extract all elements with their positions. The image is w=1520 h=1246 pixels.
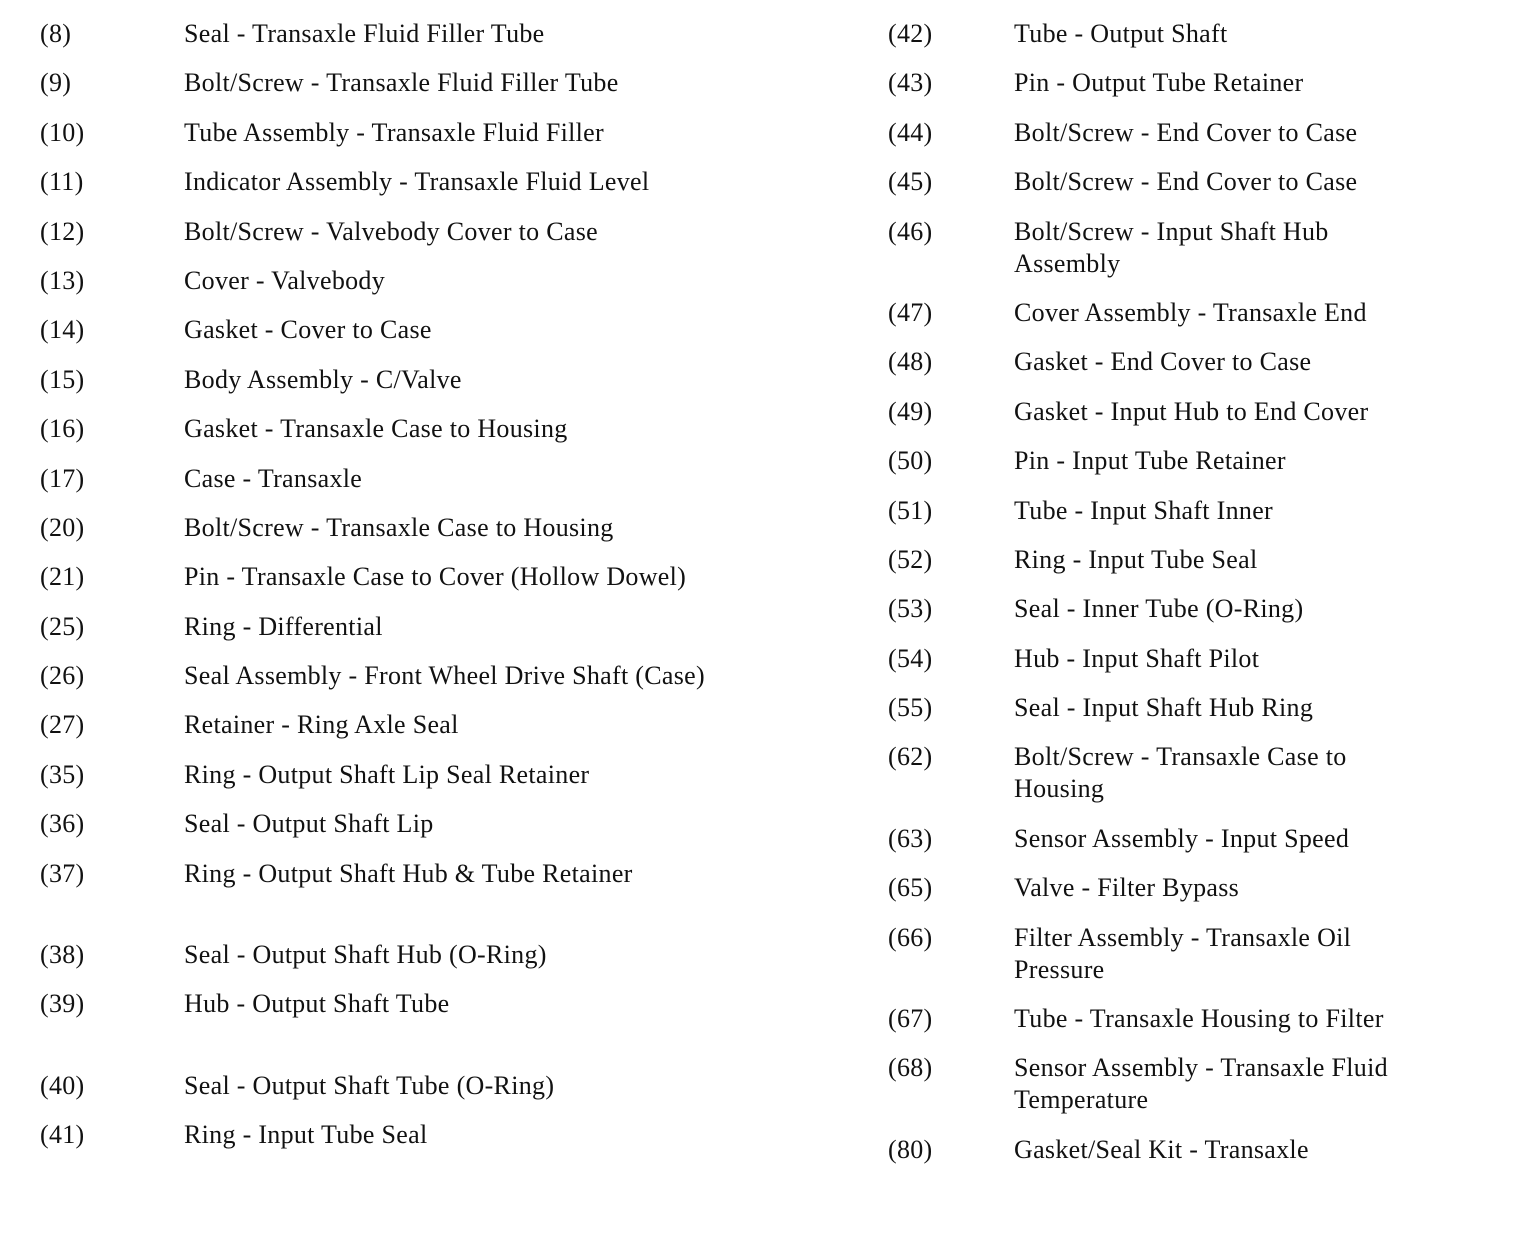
- item-number: (45): [888, 167, 933, 197]
- list-item: [888, 544, 1498, 576]
- item-description: Indicator Assembly - Transaxle Fluid Level: [184, 167, 650, 197]
- list-item: [40, 463, 840, 495]
- item-description: Pin - Output Tube Retainer: [1014, 68, 1304, 98]
- item-description: Ring - Input Tube Seal: [184, 1120, 428, 1150]
- item-number: (39): [40, 989, 85, 1019]
- list-item: [888, 495, 1498, 527]
- item-description: Body Assembly - C/Valve: [184, 364, 462, 394]
- item-description: Cover - Valvebody: [184, 265, 386, 295]
- item-number: (11): [40, 167, 84, 197]
- item-number: (17): [40, 463, 85, 493]
- list-item: [40, 759, 840, 791]
- list-item: [888, 346, 1498, 378]
- item-description: Filter Assembly - Transaxle Oil Pressure: [1014, 922, 1352, 984]
- item-number: (46): [888, 216, 933, 246]
- list-item: [888, 741, 1498, 805]
- item-description: Sensor Assembly - Transaxle Fluid Temperature: [1014, 1053, 1388, 1115]
- item-number: (49): [888, 396, 933, 426]
- item-number: (36): [40, 809, 85, 839]
- list-item: [40, 660, 840, 692]
- item-description: Seal - Inner Tube (O-Ring): [1014, 594, 1304, 624]
- item-number: (54): [888, 643, 933, 673]
- item-number: (66): [888, 922, 933, 952]
- item-number: (13): [40, 265, 85, 295]
- item-number: (63): [888, 823, 933, 853]
- item-description: Gasket - End Cover to Case: [1014, 347, 1312, 377]
- item-description: Gasket - Cover to Case: [184, 315, 432, 345]
- list-item: [888, 1003, 1498, 1035]
- item-description: Ring - Output Shaft Hub & Tube Retainer: [184, 858, 633, 888]
- item-description: Bolt/Screw - Transaxle Case to Housing: [184, 512, 614, 542]
- list-item: [40, 939, 840, 971]
- item-description: Case - Transaxle: [184, 463, 363, 493]
- item-number: (51): [888, 495, 933, 525]
- list-item: [888, 18, 1498, 50]
- item-number: (16): [40, 414, 85, 444]
- item-description: Hub - Output Shaft Tube: [184, 989, 450, 1019]
- list-item: [888, 396, 1498, 428]
- list-item: [888, 117, 1498, 149]
- item-description: Seal - Output Shaft Hub (O-Ring): [184, 940, 547, 970]
- list-item: [40, 808, 840, 840]
- item-number: (14): [40, 315, 85, 345]
- list-item: [888, 872, 1498, 904]
- item-number: (25): [40, 611, 85, 641]
- list-item: [40, 611, 840, 643]
- item-number: (48): [888, 347, 933, 377]
- list-item: [888, 297, 1498, 329]
- list-item: [888, 166, 1498, 198]
- item-description: Pin - Transaxle Case to Cover (Hollow Dowel): [184, 562, 687, 592]
- list-item: [40, 314, 840, 346]
- item-number: (9): [40, 68, 72, 98]
- item-description: Bolt/Screw - Valvebody Cover to Case: [184, 216, 598, 246]
- list-item: [888, 1052, 1498, 1116]
- list-item: [888, 692, 1498, 724]
- list-item: [40, 18, 840, 50]
- item-number: (40): [40, 1070, 85, 1100]
- item-number: (62): [888, 742, 933, 772]
- item-description: Gasket - Transaxle Case to Housing: [184, 414, 568, 444]
- item-number: (44): [888, 117, 933, 147]
- list-item: [40, 117, 840, 149]
- item-description: Tube - Input Shaft Inner: [1014, 495, 1273, 525]
- list-item: [888, 643, 1498, 675]
- item-description: Bolt/Screw - End Cover to Case: [1014, 117, 1358, 147]
- item-description: Bolt/Screw - Input Shaft Hub Assembly: [1014, 216, 1329, 278]
- item-description: Valve - Filter Bypass: [1014, 873, 1240, 903]
- list-item: [40, 1119, 840, 1151]
- item-description: Tube - Transaxle Housing to Filter: [1014, 1004, 1384, 1034]
- list-item: [40, 858, 840, 890]
- list-item: [888, 922, 1498, 986]
- list-item: [888, 445, 1498, 477]
- item-number: (20): [40, 512, 85, 542]
- item-number: (8): [40, 19, 72, 48]
- list-item: [888, 1134, 1498, 1166]
- item-number: (21): [40, 562, 85, 592]
- item-description: Tube Assembly - Transaxle Fluid Filler: [184, 117, 604, 147]
- item-number: (55): [888, 693, 933, 723]
- item-description: Ring - Input Tube Seal: [1014, 544, 1258, 574]
- list-item: [40, 265, 840, 297]
- parts-list-left-column: [40, 18, 840, 1169]
- item-description: Bolt/Screw - Transaxle Case to Housing: [1014, 742, 1347, 804]
- parts-list-right-column: [888, 18, 1498, 1183]
- list-item: [40, 413, 840, 445]
- list-item: [40, 561, 840, 593]
- item-number: (68): [888, 1053, 933, 1083]
- item-number: (35): [40, 759, 85, 789]
- item-description: Sensor Assembly - Input Speed: [1014, 823, 1350, 853]
- list-item: [40, 709, 840, 741]
- item-number: (80): [888, 1134, 933, 1164]
- item-description: Ring - Differential: [184, 611, 383, 641]
- item-description: Pin - Input Tube Retainer: [1014, 446, 1286, 476]
- item-number: (38): [40, 940, 85, 970]
- item-description: Bolt/Screw - End Cover to Case: [1014, 167, 1358, 197]
- item-description: Bolt/Screw - Transaxle Fluid Filler Tube: [184, 68, 619, 98]
- item-description: Gasket/Seal Kit - Transaxle: [1014, 1134, 1309, 1164]
- list-item: [40, 67, 840, 99]
- item-description: Cover Assembly - Transaxle End: [1014, 297, 1367, 327]
- item-number: (27): [40, 710, 85, 740]
- item-description: Tube - Output Shaft: [1014, 19, 1228, 48]
- item-description: Ring - Output Shaft Lip Seal Retainer: [184, 759, 590, 789]
- item-number: (67): [888, 1004, 933, 1034]
- list-item: [40, 364, 840, 396]
- item-number: (12): [40, 216, 85, 246]
- item-number: (52): [888, 544, 933, 574]
- item-number: (37): [40, 858, 85, 888]
- list-item: [888, 67, 1498, 99]
- list-item: [888, 216, 1498, 280]
- item-number: (26): [40, 661, 85, 691]
- list-item: [40, 1070, 840, 1102]
- item-description: Gasket - Input Hub to End Cover: [1014, 396, 1369, 426]
- row-gap: [40, 907, 840, 939]
- item-number: (10): [40, 117, 85, 147]
- item-number: (65): [888, 873, 933, 903]
- item-description: Seal - Output Shaft Lip: [184, 809, 434, 839]
- item-description: Retainer - Ring Axle Seal: [184, 710, 459, 740]
- list-item: [40, 166, 840, 198]
- item-description: Seal - Output Shaft Tube (O-Ring): [184, 1070, 555, 1100]
- item-number: (43): [888, 68, 933, 98]
- item-number: (42): [888, 19, 933, 48]
- item-number: (15): [40, 364, 85, 394]
- item-number: (50): [888, 446, 933, 476]
- item-description: Hub - Input Shaft Pilot: [1014, 643, 1260, 673]
- row-gap: [40, 1038, 840, 1070]
- list-item: [888, 593, 1498, 625]
- item-number: (47): [888, 297, 933, 327]
- item-description: Seal Assembly - Front Wheel Drive Shaft (Case): [184, 661, 705, 691]
- item-description: Seal - Input Shaft Hub Ring: [1014, 693, 1314, 723]
- item-number: (53): [888, 594, 933, 624]
- item-number: (41): [40, 1120, 85, 1150]
- list-item: [888, 823, 1498, 855]
- list-item: [40, 512, 840, 544]
- list-item: [40, 216, 840, 248]
- list-item: [40, 988, 840, 1020]
- item-description: Seal - Transaxle Fluid Filler Tube: [184, 19, 545, 48]
